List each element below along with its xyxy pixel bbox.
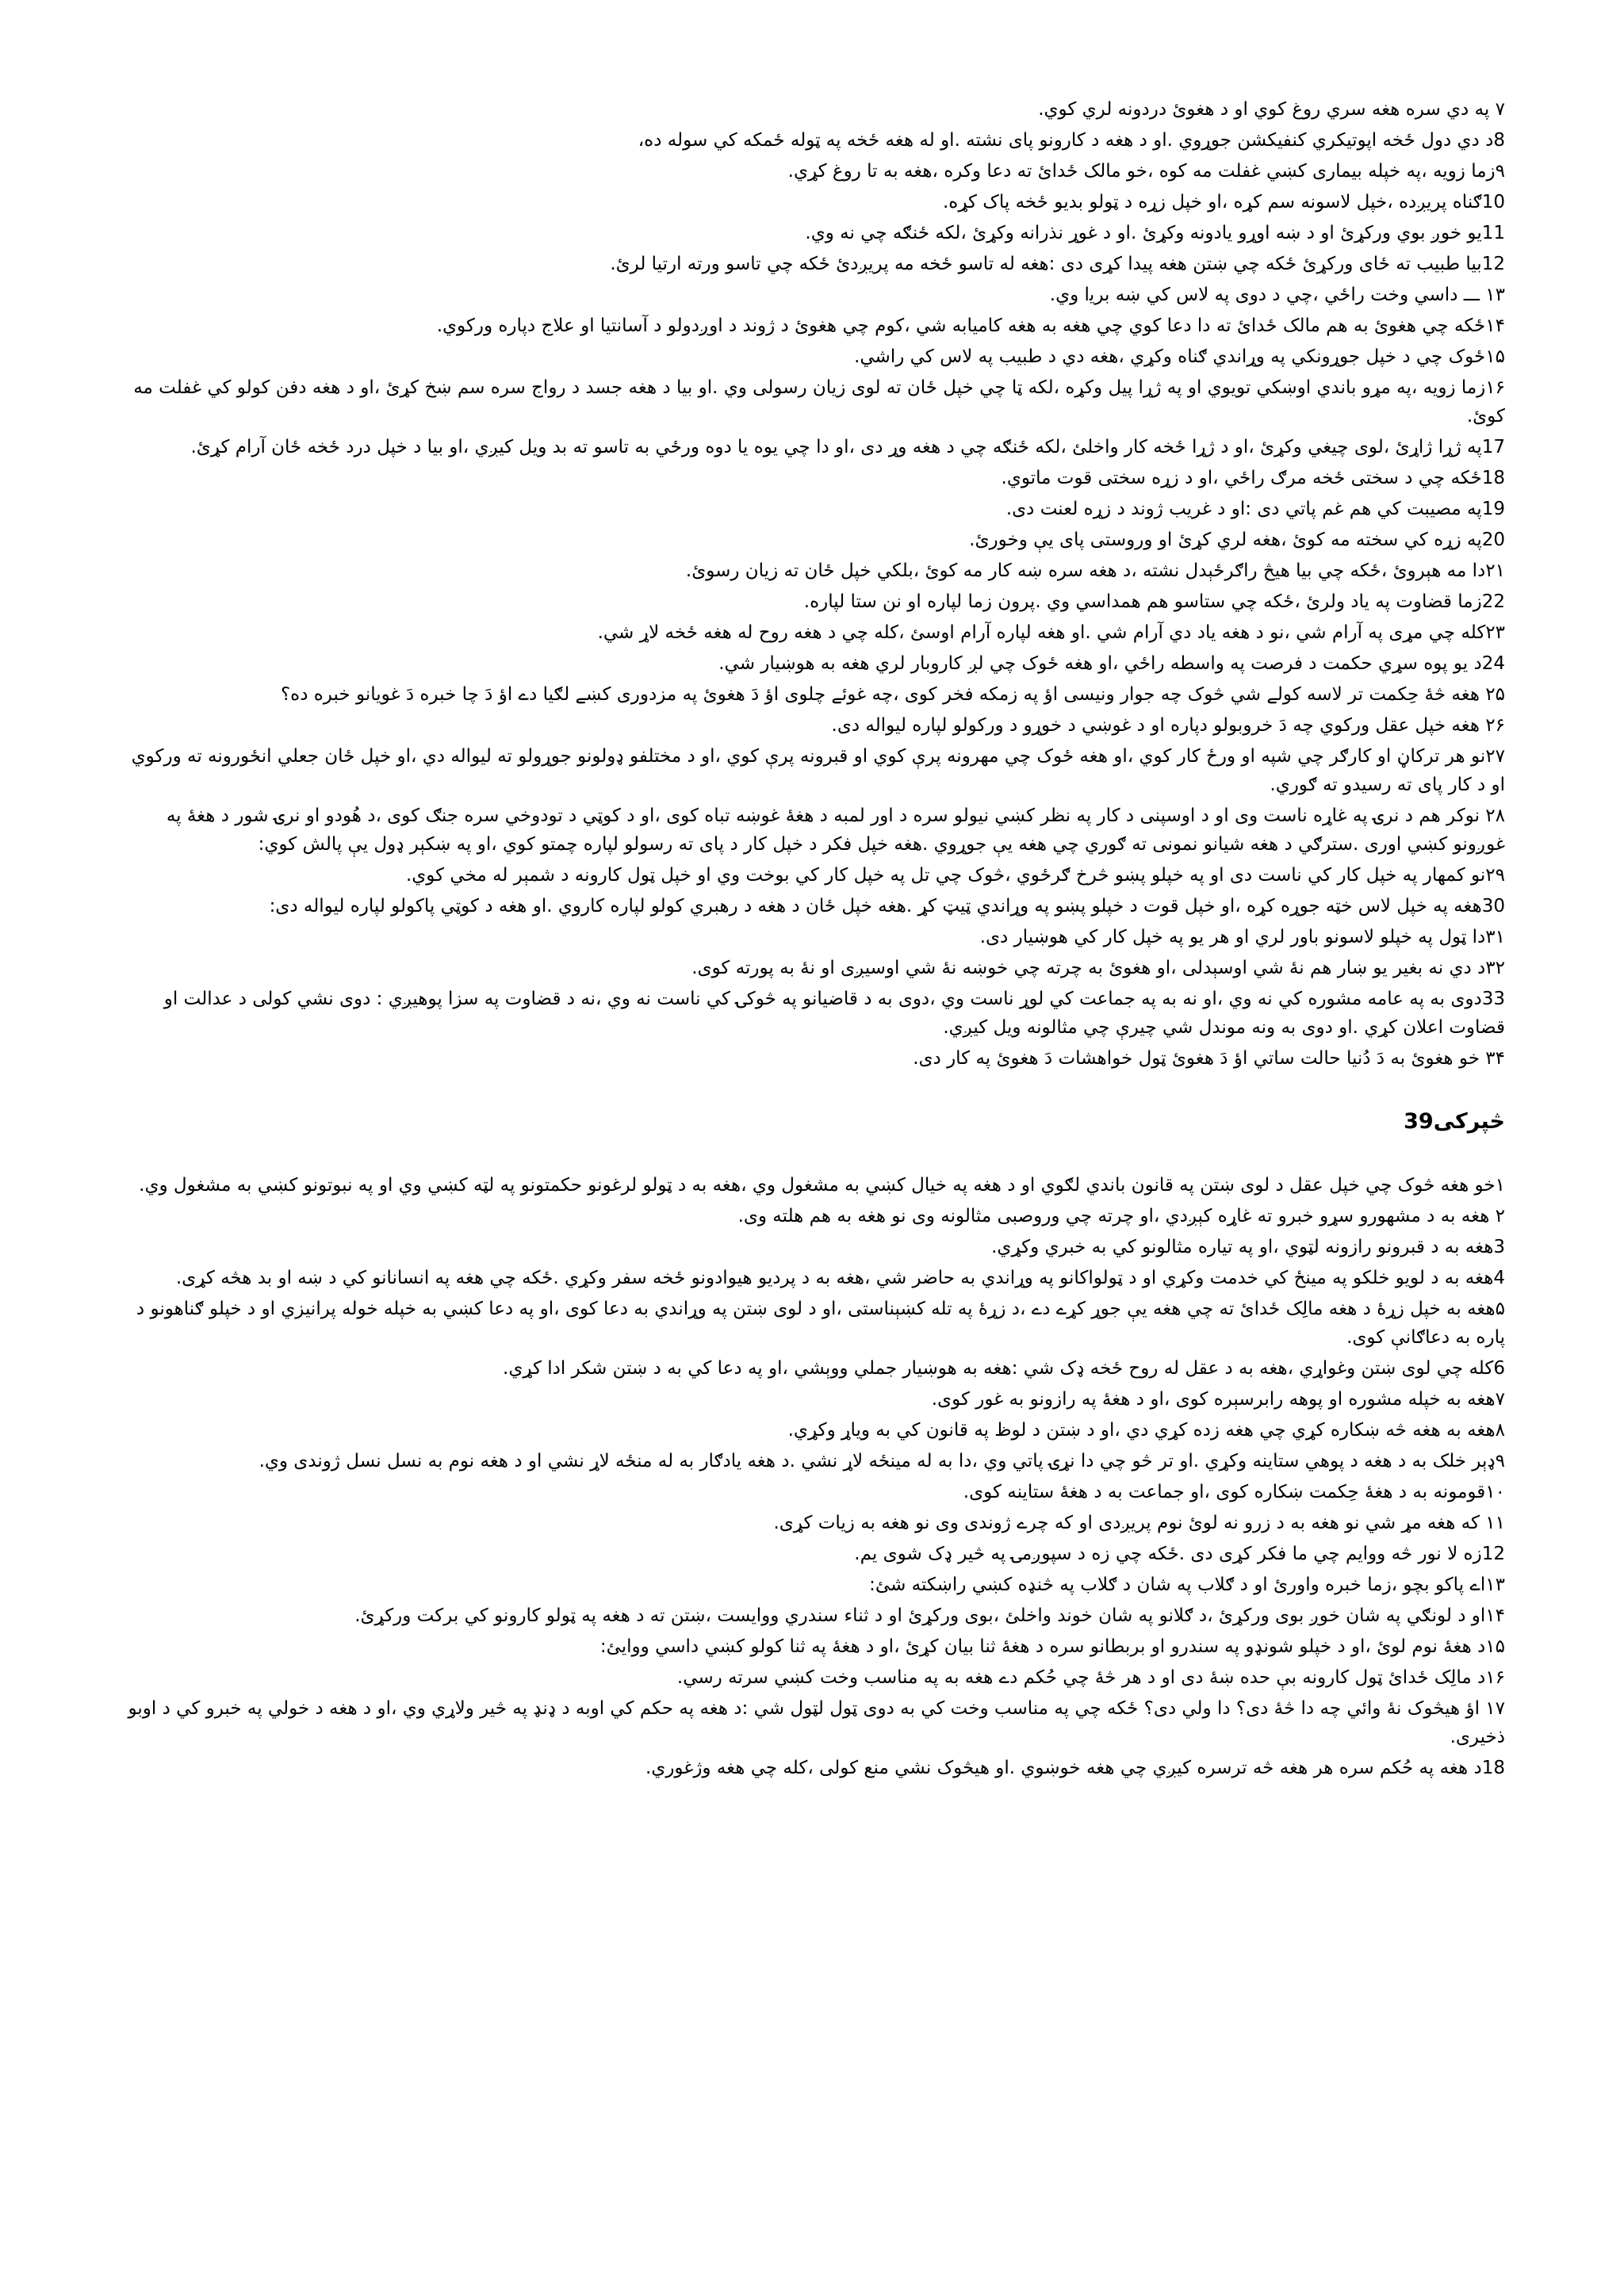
verse-line: ۷هغه به خپله مشوره او پوهه رابرسېره کوی ،او د هغهٔ په رازونو به غور کوی. xyxy=(931,1389,1505,1410)
verse-line: ۲۳کله چي مړی په آرام شي ،نو د هغه ياد دي آرام شي .او هغه لپاره آرام اوسئ ،کله چي د هغه روح له هغه ځخه لاړ شي. xyxy=(597,622,1505,643)
verse-line: 3هغه به د قبرونو رازونه لټوي ،او په تياره مثالونو کي به خبري وکړي. xyxy=(991,1237,1505,1257)
verse-line: 11يو خوږ بوي ورکړئ او د ښه اوړو يادونه وکړئ .او د غوړ نذرانه وکړئ ،لکه ځنګه چي نه وي. xyxy=(805,223,1505,243)
verse-line: 10ګناه پريږده ،خپل لاسونه سم کړه ،او خپل زړه د ټولو بديو ځخه پاک کړه. xyxy=(942,192,1505,212)
verse-line: ۲۷نو هر ترکاڼ او کارګر چي شپه او ورځ کار کوي ،او هغه ځوک چي مهرونه پرې کوي او قبرونه پرې کوي ،او د مختلفو ډولونو جوړولو ته ليواله دي ،او خپل ځان جعلي انځورونه ته ورکوي او د کار پای ته رسيدو ته ګوري. xyxy=(131,746,1505,795)
verse-line: 33دوی به په عامه مشوره کي نه وي ،او نه به په جماعت کي لوړ ناست وي ،دوی به د قاضيانو په څوکۍ کي ناست نه وي ،نه د قضاوت په سزا پوهيږي : دوی نشي کولی د عدالت او قضاوت اعلان کړي .او دوی به ونه موندل شي چيرې چي مثالونه ويل کيږي. xyxy=(163,989,1505,1038)
verse-line: 19په مصيبت کي هم غم پاتي دی :او د غريب ژوند د زړه لعنت دی. xyxy=(1005,499,1505,519)
verse-line: ۸هغه به هغه څه ښکاره کړي چي هغه زده کړي دي ،او د ښتن د لوظ په قانون کي به وياړ وکړي. xyxy=(787,1420,1505,1441)
verse-line: ۲۹نو کمهار په خپل کار کي ناست دی او په خپلو پښو څرخ ګرځوي ،څوک چي تل په خپل کار کي بوخت وي او خپل ټول کارونه د شمېر له مخي کوي. xyxy=(405,865,1505,886)
verse-line: ۲۱دا مه هېروئ ،ځکه چي بيا هيڅ راګرځېدل نشته ،د هغه سره ښه کار مه کوئ ،بلکي خپل ځان ته زيان رسوئ. xyxy=(685,561,1505,581)
verse-line: ۳۴ خو هغوئ به دَ دُنيا حالت ساتي اؤ دَ هغوئ ټول خواهشات دَ هغوئ په کار دی. xyxy=(913,1048,1505,1069)
verse-line: 8د دي دول ځخه اپوتيکري کنفيکشن جوړوي .او د هغه د کارونو پای نشته .او له هغه ځخه په ټوله ځمکه کي سوله ده، xyxy=(638,130,1505,151)
verse-line: ۱۳اے پاکو بچو ،زما خبره واورئ او د ګلاب په شان د ګلاب په څنډه کښي راښکته شئ: xyxy=(869,1575,1505,1595)
verse-line: 18د هغه په حُکم سره هر هغه څه ترسره کيږي چي هغه خوښوي .او هيڅوک نشي منع کولی ،کله چي هغه وژغوري. xyxy=(645,1758,1505,1778)
verse-line: ۲۵ هغه څهٔ حِکمت تر لاسه کولے شي څوک چه جوار ونيسی اؤ په زمکه فخر کوی ،چه غوئے چلوی اؤ دَ هغوئ په مزدوری کښے لګيا دے اؤ دَ چا خبره دَ غويانو خبره ده؟ xyxy=(280,684,1505,705)
verse-line: ۱۴ځکه چي هغوئ به هم مالک ځدائ ته دا دعا کوي چي هغه به هغه کامیابه شي ،کوم چي هغوئ د ژوند د اوږدولو د آسانتیا او علاج دپاره ورکوي. xyxy=(436,316,1505,336)
verse-line: ۱خو هغه څوک چي خپل عقل د لوی ښتن په قانون باندي لګوي او د هغه په خيال کښي به مشغول وي ،هغه به د ټولو لرغونو حکمتونو په لټه کښي وي او په نبوتونو کښي به مشغول وي. xyxy=(139,1175,1505,1196)
verse-line: 17په ژړا ژاړئ ،لوی چيغي وکړئ ،او د ژړا ځخه کار واخلئ ،لکه ځنګه چي د هغه وړ دی ،او دا چي يوه يا دوه ورځي به تاسو ته بد ويل کيږي ،او بيا د خپل درد ځخه ځان آرام کړئ. xyxy=(190,437,1505,457)
verse-line: ۵هغه به خپل زړهٔ د هغه مالِک ځدائ ته چي هغه يې جوړ کړے دے ،د زړهٔ په تله کښېناستی ،او د لوی ښتن په وړاندي به دعا کوی ،او په دعا کښي به خپله خوله پرانيزي او د خپلو ګناهونو د پاره به دعاګانې کوی. xyxy=(136,1299,1505,1348)
verse-line: 30هغه په خپل لاس خټه جوړه کړه ،او خپل قوت د خپلو پښو په وړاندي ټيټ کړ .هغه خپل ځان د هغه د رهبري کولو لپاره کاروي .او هغه د کوټي پاکولو لپاره ليواله دی: xyxy=(269,896,1505,916)
verse-line: ۹زما زويه ،په خپله بيماری کښي غفلت مه کوه ،خو مالک ځدائ ته دعا وکره ،هغه به تا روغ کړي. xyxy=(787,161,1505,182)
verse-line: 4هغه به د لويو خلکو په مينځ کي خدمت وکړي او د ټولواکانو په وړاندي به حاضر شي ،هغه به د پرديو هيوادونو ځخه سفر وکړي .ځکه چي هغه په انسانانو کي د ښه او بد هڅه کړی. xyxy=(175,1268,1505,1288)
verses-section-1 xyxy=(119,95,1505,1073)
verse-line: ۱۳ ـــ داسي وخت راځي ،چي د دوی په لاس کي ښه برﯾا وي. xyxy=(1049,285,1505,305)
verse-line: ۱۱ که هغه مړ شي نو هغه به د زرو نه لوئ نوم پريږدی او که چرے ژوندی وی نو هغه به زيات کړی. xyxy=(773,1513,1505,1533)
verse-line: ۱۰قومونه به د هغهٔ حِکمت ښکاره کوی ،او جماعت به د هغهٔ ستاينه کوی. xyxy=(963,1482,1505,1502)
verse-line: ۲ هغه به د مشهورو سړو خبرو ته غاړه کېږدي ،او چرته چي وروصبی مثالونه وی نو هغه به هم هلته وی. xyxy=(737,1206,1505,1226)
verse-line: ۱۵د هغهٔ نوم لوئ ،او د خپلو شونډو په سندرو او بربطانو سره د هغهٔ ثنا بيان کړئ ،او د هغهٔ په ثنا کولو کښي داسي ووايئ: xyxy=(599,1636,1505,1657)
verse-line: ۹ډېر خلک به د هغه د پوهي ستاينه وکړي .او تر څو چي دا نړۍ پاتي وي ،دا به له مينځه لاړ نشي .د هغه يادګار به له منځه لاړ نشي او د هغه نوم به نسل نسل ژوندی وي. xyxy=(259,1451,1505,1471)
verse-line: 12زه لا نور څه ووايم چي ما فکر کړی دی .ځکه چي زه د سپوږمۍ په څير ډک شوی يم. xyxy=(854,1544,1505,1564)
verse-line: ۱۶د مالِک ځدائ ټول کارونه بې حده ښهٔ دی او د هر څهٔ چي حُکم دے هغه به په مناسب وخت کښي سرته رسي. xyxy=(676,1667,1505,1688)
chapter-heading: څپرکی39 xyxy=(1404,1109,1505,1134)
verse-line: ۱۷ اؤ هيڅوک نهٔ وائي چه دا څهٔ دی؟ دا ولي دی؟ ځکه چي په مناسب وخت کي به دوی ټول لټول شي :د هغه په حکم کي اوبه د ډنډ په څير ولاړي وي ،او د هغه د خولي په خبرو کي د اوبو ذخيری. xyxy=(128,1698,1505,1747)
verses-section-2 xyxy=(119,1171,1505,1782)
verse-line: 12بيا طبيب ته ځای ورکړئ ځکه چي ښتن هغه پيدا کړی دی :هغه له تاسو ځخه مه پريږدئ ځکه چي تاسو ورته ارتيا لرئ. xyxy=(610,254,1505,274)
verse-line: ۳۲د دي نه بغير يو ښار هم نهٔ شي اوسېدلی ،او هغوئ به چرته چي خوښه نهٔ شي اوسيږی او نهٔ به پورته کوی. xyxy=(691,958,1505,978)
verse-line: ۱۶زما زويه ،په مړو باندي اوښکي تويوي او په ژړا پيل وکړه ،لکه ټا چي خپل ځان ته لوی زيان رسولی وي .او بيا د هغه جسد د رواج سره سم ښخ کړئ ،او د هغه دفن کولو کي غفلت مه کوئ. xyxy=(133,377,1505,427)
verse-line: ۱۵ځوک چي د خپل جوړونکي په وړاندي ګناه وکړي ،هغه دي د طبيب په لاس کي راشي. xyxy=(854,346,1505,367)
verse-line: 22زما قضاوت په ياد ولرئ ،ځکه چي ستاسو هم همداسي وي .پرون زما لپاره او نن ستا لپاره. xyxy=(803,591,1505,612)
verse-line: 6کله چي لوی ښتن وغواړي ،هغه به د عقل له روح ځخه ډک شي :هغه به هوښيار جملي ووېشي ،او په دعا کي به د ښتن شکر ادا کړي. xyxy=(503,1358,1505,1379)
verse-line: ۷ په دي سره هغه سري روغ کوي او د هغوئ دردونه لري کوي. xyxy=(1038,99,1505,120)
verse-line: ۳۱دا ټول په خپلو لاسونو باور لري او هر يو په خپل کار کي هوښيار دی. xyxy=(979,927,1505,947)
verse-line: 20په زړه کي سخته مه کوئ ،هغه لري کړئ او وروستی پای يې وخورئ. xyxy=(969,530,1505,550)
verse-line: ۲۸ نوکر هم د نرۍ په غاړه ناست وی او د اوسپنی د کار په نظر کښي نيولو سره د اور لمبه د هغهٔ غوښه تباه کوی ،او د کوټي د تودوخي سره جنګ کوی ،د هُودو او نرۍ شور د هغهٔ په غوږونو کښي اوری .سترګي د هغه شيانو نمونی ته ګوري چي هغه يې جوړوي .هغه خپل فکر د خپل کار د پای ته رسولو لپاره چمتو کوي ،او په ښکېر ډول يې پالش کوي: xyxy=(166,806,1505,855)
verse-line: ۲۶ هغه خپل عقل ورکوي چه دَ خروبولو دپاره او د غوښي د خوړو د ورکولو لپاره ليواله دی. xyxy=(831,715,1505,736)
verse-line: 18ځکه چي د سختی ځخه مرګ راځي ،او د زړه سختی قوت ماتوي. xyxy=(1001,468,1505,488)
verse-line: 24د يو پوه سړي حکمت د فرصت په واسطه راځي ،او هغه ځوک چي لږ کاروبار لري هغه به هوښيار شي. xyxy=(718,653,1505,674)
verse-line: ۱۴او د لونګي په شان خوږ بوی ورکړئ ،د ګلانو په شان خوند واخلئ ،بوی ورکړئ او د ثناء سندري ووايست ،ښتن ته د هغه په ټولو کارونو کي برکت ورکړئ. xyxy=(354,1605,1505,1626)
